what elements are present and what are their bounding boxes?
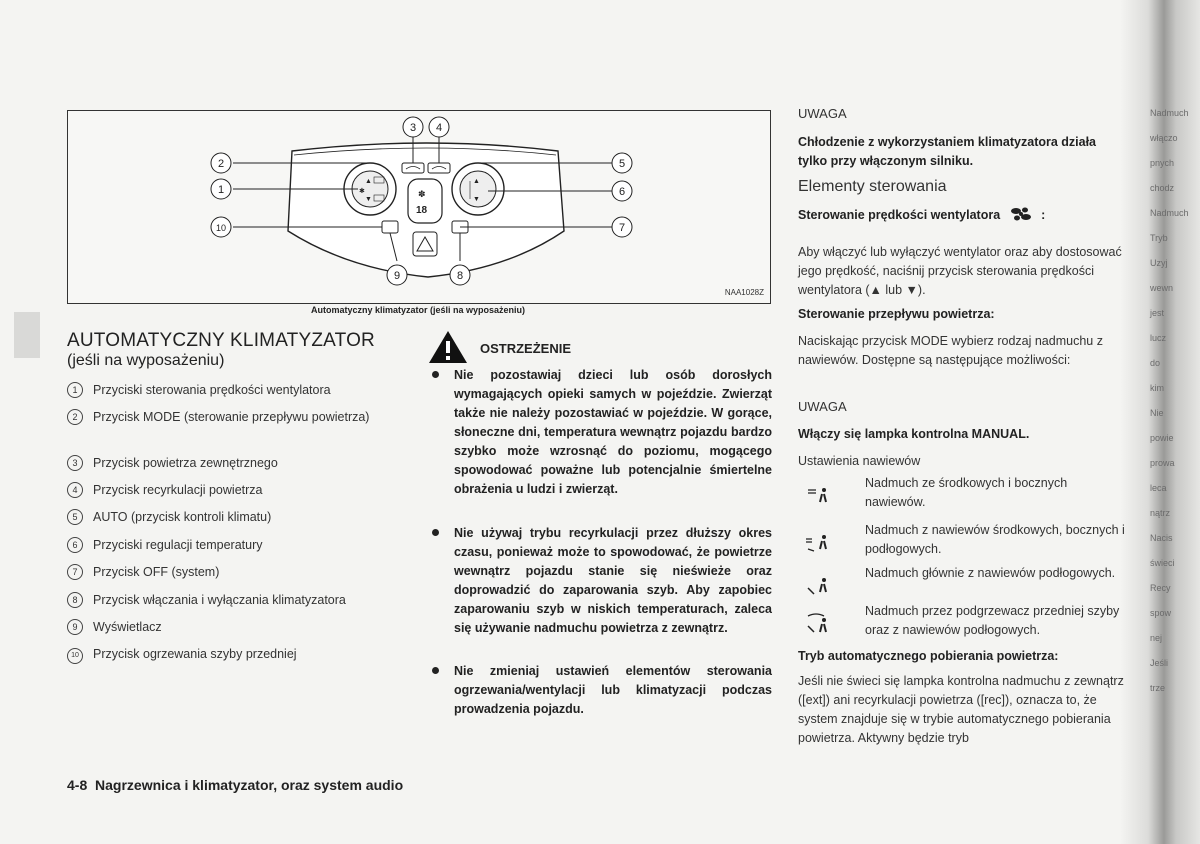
list-item [67,381,402,400]
callout-2: 2 [217,158,225,170]
item-number: 3 [67,455,83,471]
callout-8: 8 [456,270,464,282]
callout-6: 6 [618,186,626,198]
edge-page-fragment: pnych [1150,158,1175,168]
figure-caption: Automatyczny klimatyzator (jeśli na wyposażeniu) [310,305,526,315]
fan-heading-text: Sterowanie prędkości wentylatora [798,208,1001,222]
list-item [67,563,402,582]
vent-text: Nadmuch głównie z nawiewów podłogowych. [865,566,1116,580]
page-curl-edge [1120,0,1200,844]
vent-option [798,474,1128,514]
edge-page-fragment: nątrz [1150,508,1171,518]
page-footer [67,777,403,793]
warning-bullet [432,366,772,499]
callout-10: 10 [215,223,227,233]
item-number: 2 [67,409,83,425]
intake-heading: Tryb automatycznego pobierania powietrza: [798,649,1059,663]
item-number: 8 [67,592,83,608]
list-item [67,508,402,527]
edge-page-fragment: Jeśli [1150,658,1169,668]
note-text: Chłodzenie z wykorzystaniem klimatyzatora działa tylko przy włączonym silniku. [798,135,1097,168]
edge-page-fragment: leca [1150,483,1167,493]
callout-7: 7 [618,222,626,234]
bullet-dot [432,667,439,674]
item-number: 7 [67,564,83,580]
item-text: Przycisk ogrzewania szyby przedniej [93,647,297,661]
section-subtitle: (jeśli na wyposażeniu) [67,352,225,369]
list-item [67,618,402,637]
edge-page-fragment: chodz [1150,183,1175,193]
callout-3: 3 [409,122,417,134]
edge-page-fragment: powie [1150,433,1174,443]
foot-defrost-vent-icon [802,612,836,634]
edge-page-fragment: Uzyj [1150,258,1168,268]
note-text: Włączy się lampka kontrolna MANUAL. [798,427,1030,441]
item-text: Przycisk recyrkulacji powietrza [93,483,263,497]
svg-text:✱: ✱ [359,188,365,195]
item-text: Przycisk MODE (sterowanie przepływu powietrza) [93,410,370,424]
callout-4: 4 [435,122,443,134]
flow-text: Naciskając przycisk MODE wybierz rodzaj nadmuchu z nawiewów. Dostępne są następujące możliwości: [798,334,1103,367]
flow-heading: Sterowanie przepływu powietrza: [798,307,995,321]
fan-icon [1010,206,1032,228]
edge-page-fragment: Nadmuch [1150,108,1189,118]
item-number: 1 [67,382,83,398]
note-label: UWAGA [798,399,847,414]
edge-page-fragment: spow [1150,608,1172,618]
vent-option [798,521,1128,561]
svg-text:▼: ▼ [473,196,480,203]
note-label: UWAGA [798,106,847,121]
bullet-dot [432,371,439,378]
fan-heading [798,206,1128,228]
item-text: Przycisk powietrza zewnętrznego [93,456,278,470]
page-number: 4-8 [67,777,88,793]
edge-page-fragment: Nadmuch [1150,208,1189,218]
svg-text:▲: ▲ [473,178,480,185]
fan-colon: : [1041,208,1046,222]
callout-1: 1 [217,184,225,196]
svg-text:▲: ▲ [365,178,372,185]
warning-text: Nie pozostawiaj dzieci lub osób dorosłych wymagających opieki samych w pojeździe. Zwierząt także nie należy pozostawiać w pojeździe. W gorące, słoneczne dni, temperatura wewnątrz pojazdu bardzo szybko może wzrosnąć do poziomu, mogącego spowodować poważne lub potencjalnie śmiertelne obrażenia u ludzi i zwierząt. [454,368,772,496]
section-title: AUTOMATYCZNY KLIMATYZATOR [67,330,375,351]
vent-text: Nadmuch ze środkowych i bocznych nawiewów. [865,476,1068,509]
list-item [67,408,402,427]
callout-9: 9 [393,270,401,282]
item-number: 5 [67,509,83,525]
warning-icon [428,330,468,369]
item-text: AUTO (przycisk kontroli klimatu) [93,510,272,524]
svg-text:▼: ▼ [365,196,372,203]
intake-text: Jeśli nie świeci się lampka kontrolna nadmuchu z zewnątrz ([ext]) ani recyrkulacji powietrza ([rec]), oznacza to, że system znajduje się w trybie automatycznego pobierania powietrza. Aktywny będzie tryb [798,674,1124,745]
list-item [67,645,402,664]
svg-text:✽: ✽ [418,189,426,199]
item-text: Wyświetlacz [93,620,162,634]
bi-level-vent-icon [802,531,836,553]
item-text: Przycisk OFF (system) [93,565,220,579]
edge-page-fragment: kim [1150,383,1164,393]
list-item [67,591,402,610]
item-text: Przyciski regulacji temperatury [93,538,263,552]
edge-page-fragment: prowa [1150,458,1175,468]
vent-intro: Ustawienia nawiewów [798,454,921,468]
figure-code: NAA1028Z [724,288,764,297]
foot-vent-icon [802,574,836,596]
list-item [67,536,402,555]
svg-text:18: 18 [416,205,428,216]
vent-option [798,564,1128,604]
edge-page-fragment: jest [1150,308,1165,318]
vent-text: Nadmuch z nawiewów środkowych, bocznych i podłogowych. [865,523,1125,556]
edge-page-fragment: nej [1150,633,1163,643]
list-item [67,481,402,500]
warning-text: Nie zmieniaj ustawień elementów sterowania ogrzewania/wentylacji lub klimatyzacji podczas prowadzenia pojazdu. [454,664,772,716]
item-text: Przyciski sterowania prędkości wentylatora [93,383,331,397]
edge-page-fragment: lucz [1150,333,1167,343]
binding-tab [14,312,40,358]
bullet-dot [432,529,439,536]
edge-page-fragment: włączo [1150,133,1178,143]
item-number: 10 [67,648,83,664]
callout-5: 5 [618,158,626,170]
climate-panel-illustration [68,111,770,303]
fan-text: Aby włączyć lub wyłączyć wentylator oraz aby dostosować jego prędkość, naciśnij przycisk sterowania prędkości wentylatora (▲ lub ▼). [798,245,1122,297]
edge-page-fragment: Tryb [1150,233,1168,243]
warning-bullet [432,662,772,719]
edge-page-fragment: Recy [1150,583,1171,593]
edge-page-fragment: świeci [1150,558,1175,568]
subsection-title: Elementy sterowania [798,178,947,195]
item-number: 6 [67,537,83,553]
warning-text: Nie używaj trybu recyrkulacji przez dłuższy okres czasu, ponieważ może to spowodować, że powietrze wewnątrz pojazdu stanie się nieświeże oraz doprowadzić do zaparowania szyb. Aby zapobiec zaparowaniu szyb w niskich temperaturach, zaleca się używanie nadmuchu powietrza z zewnątrz. [454,526,772,635]
vent-option [798,602,1128,642]
face-vent-icon [802,484,836,506]
edge-page-fragment: wewn [1150,283,1174,293]
warning-bullet [432,524,772,638]
item-number: 4 [67,482,83,498]
list-item [67,454,402,473]
item-number: 9 [67,619,83,635]
edge-page-fragment: Nie [1150,408,1164,418]
edge-page-fragment: trze [1150,683,1166,693]
edge-page-fragment: Nacis [1150,533,1173,543]
edge-page-fragment: do [1150,358,1161,368]
footer-section: Nagrzewnica i klimatyzator, oraz system audio [95,777,404,793]
warning-title: OSTRZEŻENIE [480,341,572,356]
item-text: Przycisk włączania i wyłączania klimatyzatora [93,593,346,607]
vent-text: Nadmuch przez podgrzewacz przedniej szyby oraz z nawiewów podłogowych. [865,604,1120,637]
climate-control-figure [67,110,771,304]
